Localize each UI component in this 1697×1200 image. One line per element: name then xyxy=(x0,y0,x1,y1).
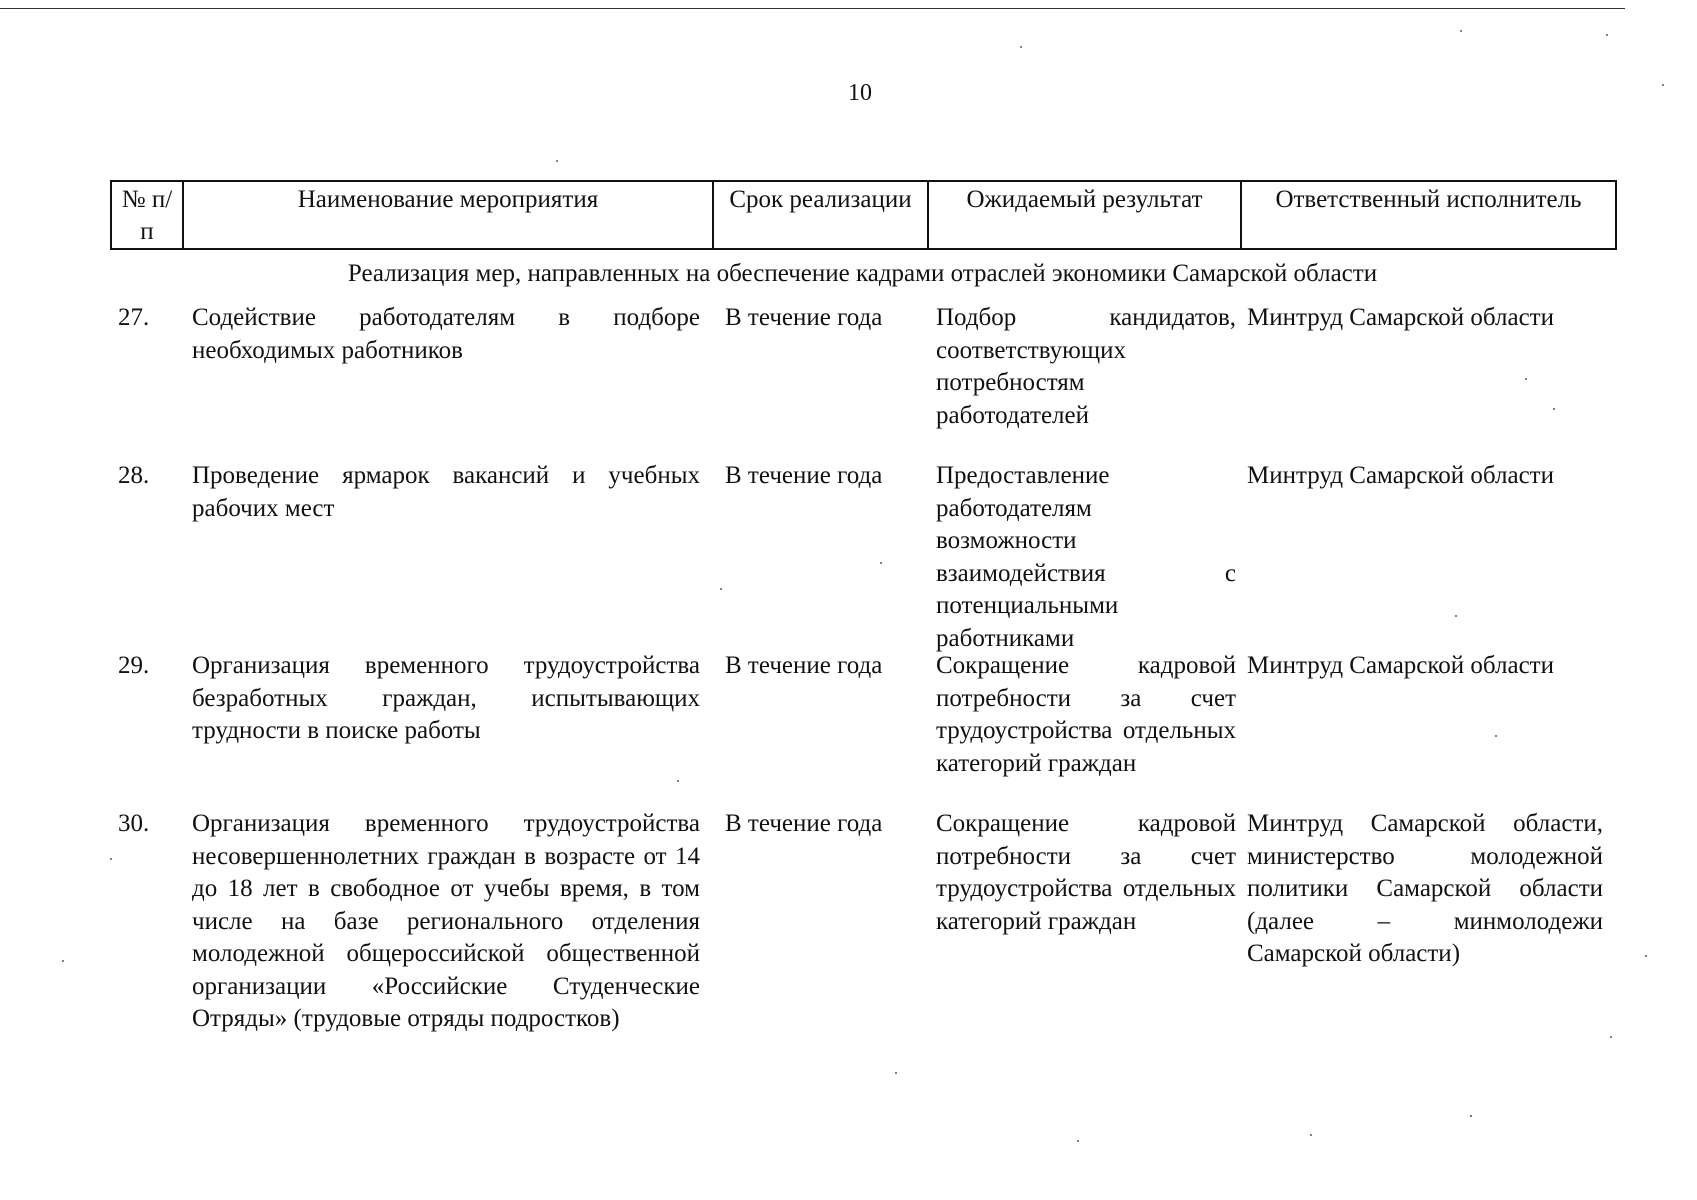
header-name: Наименование мероприятия xyxy=(183,181,713,249)
scan-speck xyxy=(1645,955,1647,957)
scan-speck xyxy=(1662,84,1664,86)
scan-speck xyxy=(1606,34,1608,36)
scan-speck xyxy=(677,780,679,782)
row-executor: Минтруд Самарской области xyxy=(1247,304,1554,331)
scan-speck xyxy=(1553,408,1555,410)
row-number: 30. xyxy=(118,810,150,837)
row-number: 27. xyxy=(118,304,150,331)
scan-speck xyxy=(1077,1140,1079,1142)
row-term: В течение года xyxy=(725,462,883,489)
row-expected-result: Подбор кандидатов, соответствующих потребностям работодателей xyxy=(936,304,1236,429)
scan-speck xyxy=(1460,30,1462,32)
row-executor: Минтруд Самарской области, министерство молодежной политики Самарской области (далее – минмолодежи Самарской области) xyxy=(1247,810,1603,967)
row-number: 28. xyxy=(118,462,150,489)
row-activity-name: Организация временного трудоустройства несовершеннолетних граждан в возрасте от 14 до 18 лет в свободное от учебы время, в том числе на базе регионального отделения молодежной общероссийской общественной организации «Российские Студенческие Отряды» (трудовые отряды подростков) xyxy=(192,810,700,1032)
table-header xyxy=(110,180,1617,250)
row-executor: Минтруд Самарской области xyxy=(1247,652,1554,679)
scan-speck xyxy=(880,562,882,564)
header-result: Ожидаемый результат xyxy=(928,181,1241,249)
scan-speck xyxy=(1525,378,1527,380)
scan-speck xyxy=(1610,1036,1612,1038)
row-number: 29. xyxy=(118,652,150,679)
header-num: № п/п xyxy=(111,181,183,249)
section-title: Реализация мер, направленных на обеспечение кадрами отраслей экономики Самарской области xyxy=(347,260,1378,287)
top-border-line xyxy=(0,8,1625,9)
row-term: В течение года xyxy=(725,810,883,837)
header-row xyxy=(111,181,1616,249)
row-term: В течение года xyxy=(725,652,883,679)
row-term: В течение года xyxy=(725,304,883,331)
scan-speck xyxy=(1310,1134,1312,1136)
scan-speck xyxy=(62,960,64,962)
scan-speck xyxy=(110,858,112,860)
scan-speck xyxy=(1470,1115,1472,1117)
row-expected-result: Предоставление работодателям возможности взаимодействия с потенциальными работниками xyxy=(936,462,1236,652)
scan-speck xyxy=(1495,735,1497,737)
header-term: Срок реализации xyxy=(713,181,928,249)
row-activity-name: Проведение ярмарок вакансий и учебных рабочих мест xyxy=(192,462,700,522)
scan-speck xyxy=(556,160,558,162)
header-executor: Ответственный исполнитель xyxy=(1241,181,1616,249)
scan-speck xyxy=(895,1072,897,1074)
scan-speck xyxy=(720,588,722,590)
row-activity-name: Организация временного трудоустройства безработных граждан, испытывающих трудности в поиске работы xyxy=(192,652,700,744)
row-expected-result: Сокращение кадровой потребности за счет трудоустройства отдельных категорий граждан xyxy=(936,810,1236,935)
page-number: 10 xyxy=(848,80,872,106)
scan-speck xyxy=(1455,615,1457,617)
scan-speck xyxy=(1020,46,1022,48)
row-expected-result: Сокращение кадровой потребности за счет трудоустройства отдельных категорий граждан xyxy=(936,652,1236,777)
row-activity-name: Содействие работодателям в подборе необходимых работников xyxy=(192,304,700,364)
row-executor: Минтруд Самарской области xyxy=(1247,462,1554,489)
